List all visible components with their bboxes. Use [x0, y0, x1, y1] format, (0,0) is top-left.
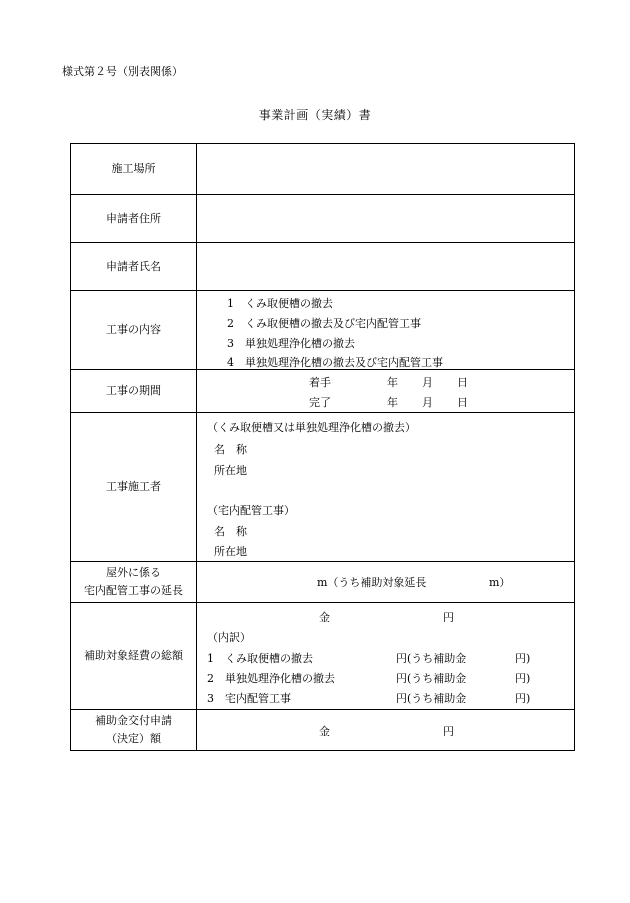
label-pipe-length-line1: 屋外に係る [106, 566, 161, 579]
pipe-length-text: m（うち補助対象延長 [317, 576, 427, 589]
pipe-length-end: m） [489, 576, 511, 589]
field-site[interactable] [197, 144, 575, 195]
total-cost-yen: 円 [443, 611, 454, 624]
period-start-year: 年 [387, 376, 398, 389]
cost-item-yen: 円(うち補助金 [396, 652, 467, 665]
row-pipe-length [71, 562, 575, 603]
form-number: 様式第２号（別表関係） [62, 65, 183, 78]
grant-yen: 円 [443, 725, 454, 738]
content-item: 1 くみ取便槽の撤去 [227, 297, 333, 310]
cost-item-close: 円) [515, 692, 531, 705]
field-period[interactable] [197, 370, 575, 413]
cost-item-name: 3 宅内配管工事 [207, 692, 291, 705]
row-site [71, 144, 575, 195]
label-site: 施工場所 [71, 144, 197, 195]
period-start-month: 月 [422, 376, 433, 389]
content-item: 2 くみ取便槽の撤去及び宅内配管工事 [227, 317, 421, 330]
field-grant[interactable] [197, 710, 575, 751]
contractor-name-label: 名 称 [214, 525, 247, 538]
field-content[interactable] [197, 291, 575, 370]
period-start-day: 日 [457, 376, 468, 389]
label-grant [71, 710, 197, 751]
grant-kin: 金 [319, 725, 330, 738]
field-total-cost[interactable] [197, 603, 575, 710]
contractor-group-removal: （くみ取便槽又は単独処理浄化槽の撤去） [207, 421, 416, 434]
field-name[interactable] [197, 243, 575, 291]
document-title: 事業計画（実績）書 [258, 108, 372, 122]
period-end-month: 月 [422, 396, 433, 409]
period-end-day: 日 [457, 396, 468, 409]
cost-item-close: 円) [515, 672, 531, 685]
total-cost-kin: 金 [319, 611, 330, 624]
content-item: 4 単独処理浄化槽の撤去及び宅内配管工事 [227, 356, 443, 369]
row-contractor [71, 413, 575, 562]
row-period [71, 370, 575, 413]
row-grant [71, 710, 575, 751]
label-pipe-length-line2: 宅内配管工事の延長 [84, 584, 183, 597]
label-address: 申請者住所 [71, 195, 197, 243]
cost-item-name: 2 単独処理浄化槽の撤去 [207, 672, 335, 685]
period-end-year: 年 [387, 396, 398, 409]
total-cost-breakdown: （内訳） [207, 631, 251, 644]
row-name [71, 243, 575, 291]
period-start-label: 着手 [309, 376, 331, 389]
label-contractor: 工事施工者 [71, 413, 197, 562]
cost-item-name: 1 くみ取便槽の撤去 [207, 652, 313, 665]
label-grant-line2: （決定）額 [106, 732, 161, 745]
label-period: 工事の期間 [71, 370, 197, 413]
label-total-cost: 補助対象経費の総額 [71, 603, 197, 710]
label-name: 申請者氏名 [71, 243, 197, 291]
cost-item-close: 円) [515, 652, 531, 665]
cost-item-yen: 円(うち補助金 [396, 692, 467, 705]
cost-item-yen: 円(うち補助金 [396, 672, 467, 685]
content-item: 3 単独処理浄化槽の撤去 [227, 337, 355, 350]
row-total-cost [71, 603, 575, 710]
row-content [71, 291, 575, 370]
period-end-label: 完了 [309, 396, 331, 409]
field-contractor[interactable] [197, 413, 575, 562]
contractor-location-label: 所在地 [214, 545, 247, 558]
row-address [71, 195, 575, 243]
label-pipe-length [71, 562, 197, 603]
label-grant-line1: 補助金交付申請 [95, 714, 172, 727]
contractor-name-label: 名 称 [214, 443, 247, 456]
field-pipe-length[interactable] [197, 562, 575, 603]
field-address[interactable] [197, 195, 575, 243]
plan-table [70, 143, 575, 751]
contractor-group-piping: （宅内配管工事） [207, 504, 295, 517]
label-content: 工事の内容 [71, 291, 197, 370]
contractor-location-label: 所在地 [214, 464, 247, 477]
